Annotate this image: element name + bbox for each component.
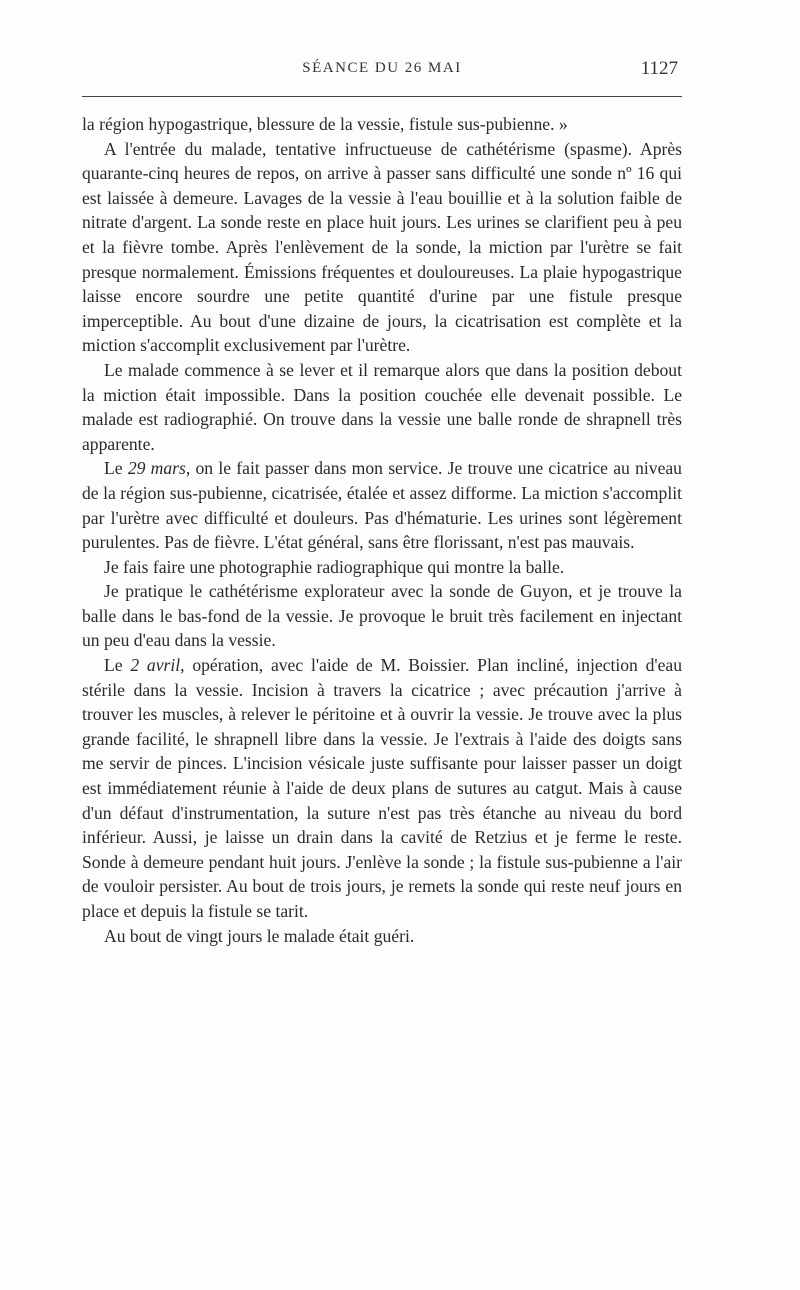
paragraph [82,112,682,137]
paragraph-text: Le malade commence à se lever et il remarque alors que dans la position debout la miction était impossible. Dans la position couchée elle devenait possible. Le malade est radiographié. On trouve dans la vessie une balle ronde de shrapnell très apparente. [82,359,682,454]
paragraph-text: A l'entrée du malade, tentative infructueuse de cathétérisme (spasme). Après quarante-cinq heures de repos, on arrive à passer sans difficulté une sonde nº 16 qui est laissée à demeure. Lavages de la vessie à l'eau bouillie et à la solution faible de nitrate d'argent. La sonde reste en place huit jours. Les urines se clarifient peu à peu et la fièvre tombe. Après l'enlèvement de la sonde, la miction par l'urètre se fait presque normalement. Émissions fréquentes et douloureuses. La plaie hypogastrique laisse encore sourdre une petite quantité d'urine par une fistule presque imperceptible. Au bout d'une dizaine de jours, la cicatrisation est complète et la miction s'accomplit exclusivement par l'urètre. [82,138,682,356]
paragraph-text: Je pratique le cathétérisme explorateur avec la sonde de Guyon, et je trouve la balle dans le bas-fond de la vessie. Je provoque le bruit très facilement en injectant un peu d'eau dans la vessie. [82,581,682,651]
running-header [82,60,682,84]
paragraph [82,579,682,653]
running-title: SÉANCE DU 26 MAI [302,60,462,76]
paragraph-text: la région hypogastrique, blessure de la vessie, fistule sus-pubienne. » [82,114,568,134]
date: 29 mars [127,458,186,479]
date: 2 avril [130,655,181,676]
header-rule [82,96,682,97]
paragraph-text: Au bout de vingt jours le malade était guéri. [104,925,415,946]
paragraph [82,456,682,554]
paragraph [82,653,682,924]
paragraph-text: Je fais faire une photographie radiographique qui montre la balle. [104,556,565,577]
paragraph [82,555,682,580]
paragraph-lead: Le [104,458,128,479]
paragraph-lead: Le [104,655,131,676]
body-text [82,112,682,948]
paragraph-text: , on le fait passer dans mon service. Je trouve une cicatrice au niveau de la région sus-pubienne, cicatrisée, étalée et assez difforme. La miction s'accomplit par l'urètre avec difficulté et douleurs. Pas d'hématurie. Les urines sont légèrement purulentes. Pas de fièvre. L'état général, sans être florissant, n'est pas mauvais. [82,458,682,553]
paragraph [82,358,682,456]
paragraph-text: , opération, avec l'aide de M. Boissier. Plan incliné, injection d'eau stérile dans la vessie. Incision à travers la cicatrice ; avec précaution j'arrive à trouver les muscles, à relever le péritoine et à ouvrir la vessie. Je trouve avec la plus grande facilité, le shrapnell libre dans la vessie. Je l'extrais à l'aide des doigts sans me servir de pinces. L'incision vésicale juste suffisante pour laisser passer un doigt est immédiatement réunie à l'aide de deux plans de sutures au catgut. Mais à cause d'un défaut d'instrumentation, la suture n'est pas très étanche au niveau du bord inférieur. Aussi, je laisse un drain dans la cavité de Retzius et je ferme le reste. Sonde à demeure pendant huit jours. J'enlève la sonde ; la fistule sus-pubienne a l'air de vouloir persister. Au bout de trois jours, je remets la sonde qui reste neuf jours en place et depuis la fistule se tarit. [82,655,682,921]
paragraph [82,137,682,358]
page-number: 1127 [640,58,678,79]
paragraph [82,924,682,949]
